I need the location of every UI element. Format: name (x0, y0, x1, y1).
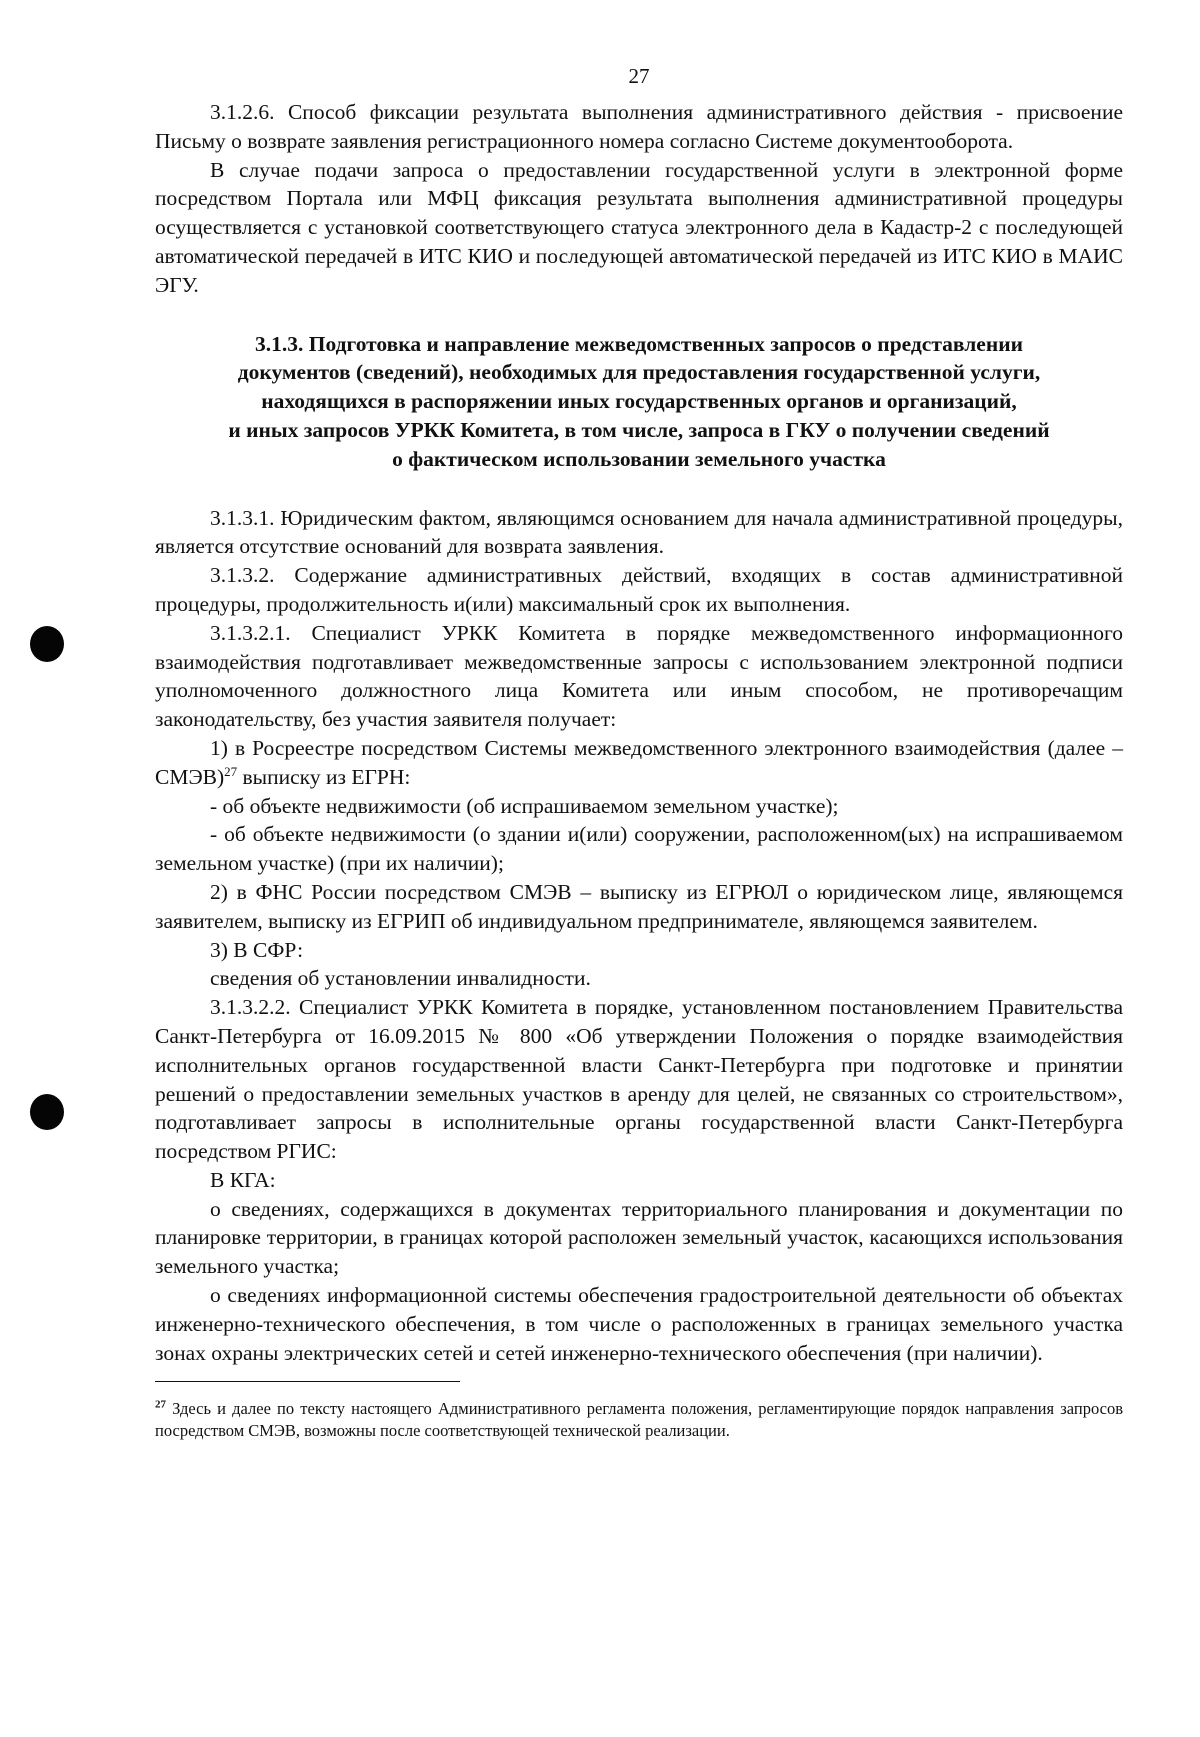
paragraph-3-1-3-2: 3.1.3.2. Содержание административных действий, входящих в состав административной процедуры, продолжительность и(или) максимальный срок их выполнения. (155, 563, 1123, 616)
heading-line: находящихся в распоряжении иных государственных органов и организаций, (261, 389, 1017, 414)
paragraph-3-1-2-6: 3.1.2.6. Способ фиксации результата выполнения административного действия - присвоение Письму о возврате заявления регистрационного номера согласно Системе документооборота. (155, 100, 1123, 153)
paragraph-3-1-3-1: 3.1.3.1. Юридическим фактом, являющимся основанием для начала административной процедуры, является отсутствие оснований для возврата заявления. (155, 505, 1123, 559)
list-item-1-rosreestr (155, 734, 1123, 792)
list-item-text: выписку из ЕГРН: (237, 764, 411, 789)
list-subitem: о сведениях информационной системы обеспечения градостроительной деятельности об объектах инженерно-технического обеспечения, в том числе о расположенных в границах земельного участка зонах охраны электрических сетей и сетей инженерно-технического обеспечения (при наличии). (155, 1283, 1123, 1365)
punch-hole-mark (30, 1094, 64, 1130)
punch-hole-mark (30, 626, 64, 662)
section-heading-3-1-3 (155, 330, 1123, 474)
footnote-text: Здесь и далее по тексту настоящего Административного регламента положения, регламентирующие порядок направления запросов посредством СМЭВ, возможны после соответствующей технической реализации. (155, 1399, 1123, 1441)
footnote-27 (155, 1398, 1123, 1442)
list-item-text: 1) в Росреестре посредством Системы межведомственного электронного взаимодействия (далее – СМЭВ) (155, 735, 1123, 789)
heading-line: документов (сведений), необходимых для предоставления государственной услуги, (237, 360, 1041, 385)
heading-line: о фактическом использовании земельного участка (392, 446, 886, 471)
heading-line: и иных запросов УРКК Комитета, в том числе, запроса в ГКУ о получении сведений (228, 417, 1050, 442)
list-subitem: о сведениях, содержащихся в документах территориального планирования и документации по планировке территории, в границах которой расположен земельный участок, касающихся использования земельного участка; (155, 1196, 1123, 1279)
list-subitem: сведения об установлении инвалидности. (210, 966, 591, 991)
footnote-divider (155, 1381, 460, 1382)
list-item-3-sfr: 3) В СФР: (210, 937, 304, 962)
heading-line: 3.1.3. Подготовка и направление межведомственных запросов о представлении (254, 331, 1024, 356)
footnote-ref: 27 (224, 763, 238, 779)
paragraph-3-1-3-2-2: 3.1.3.2.2. Специалист УРКК Комитета в порядке, установленном постановлением Правительства Санкт-Петербурга от 16.09.2015 № 800 «Об утверждении Положения о порядке взаимодействия исполнительных органов государственной власти Санкт-Петербурга при подготовке и принятии решений о предоставлении земельных участков в аренду для целей, не связанных со строительством», подготавливает запросы в исполнительные органы государственной власти Санкт-Петербурга посредством РГИС: (155, 995, 1123, 1164)
list-item-kga: В КГА: (210, 1167, 276, 1192)
paragraph-3-1-3-2-1: 3.1.3.2.1. Специалист УРКК Комитета в порядке межведомственного информационного взаимодействия подготавливает межведомственные запросы с использованием электронной подписи уполномоченного должностного лица Комитета или иным способом, не противоречащим законодательству, без участия заявителя получает: (155, 620, 1123, 732)
paragraph-electronic-form: В случае подачи запроса о предоставлении государственной услуги в электронной форме посредством Портала или МФЦ фиксация результата выполнения административной процедуры осуществляется с установкой соответствующего статуса электронного дела в Кадастр-2 с последующей автоматической передачей в ИТС КИО и последующей автоматической передачей из ИТС КИО в МАИС ЭГУ. (155, 157, 1123, 297)
page-number: 27 (628, 64, 650, 88)
list-subitem: - об объекте недвижимости (об испрашиваемом земельном участке); (210, 793, 839, 818)
footnote-marker: 27 (155, 1398, 166, 1411)
document-page (155, 62, 1123, 1442)
list-subitem: - об объекте недвижимости (о здании и(или) сооружении, расположенном(ых) на испрашиваемом земельном участке) (при их наличии); (155, 822, 1123, 876)
list-item-2-fns: 2) в ФНС России посредством СМЭВ – выписку из ЕГРЮЛ о юридическом лице, являющемся заявителем, выписку из ЕГРИП об индивидуальном предпринимателе, являющемся заявителем. (155, 879, 1123, 933)
